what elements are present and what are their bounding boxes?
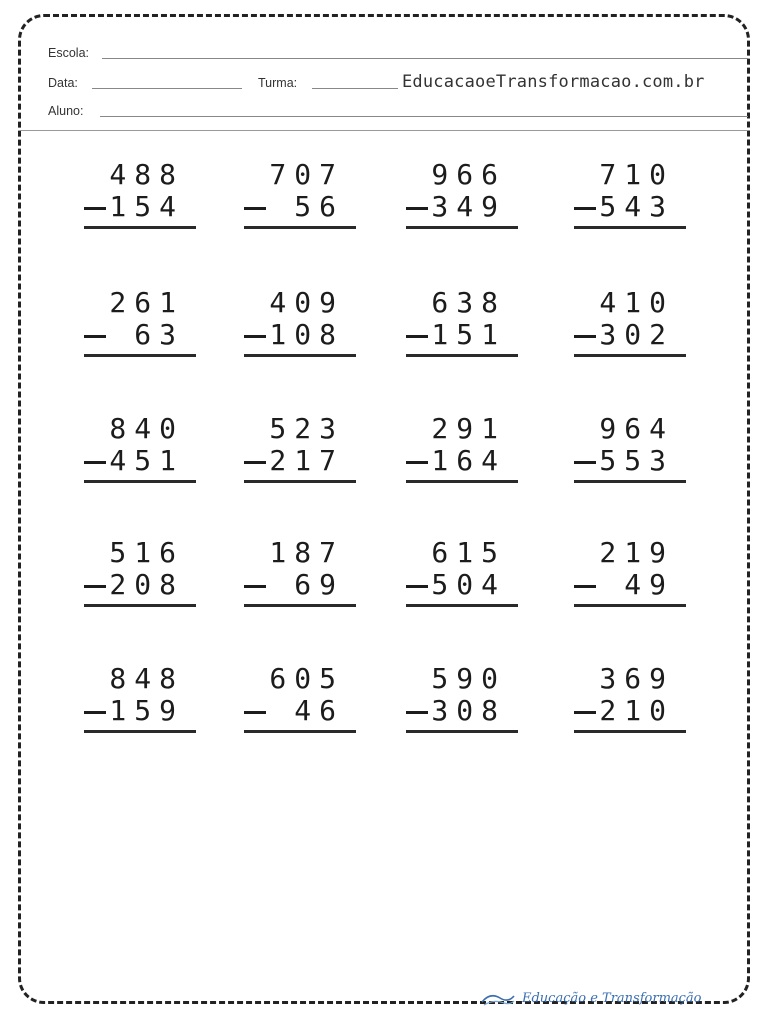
answer-line[interactable] <box>574 226 686 229</box>
minuend: 966 <box>431 158 506 191</box>
subtraction-problem <box>406 160 518 230</box>
data-label: Data: <box>48 76 78 90</box>
problems-grid <box>84 160 704 760</box>
turma-field[interactable] <box>312 88 398 89</box>
minuend: 219 <box>599 536 674 569</box>
subtrahend: 108 <box>269 318 344 351</box>
subtrahend: 553 <box>599 444 674 477</box>
subtrahend: 56 <box>294 190 344 223</box>
subtrahend: 349 <box>431 190 506 223</box>
answer-line[interactable] <box>84 730 196 733</box>
subtraction-problem <box>84 538 196 608</box>
subtraction-problem <box>244 160 356 230</box>
subtraction-problem <box>574 414 686 484</box>
answer-line[interactable] <box>574 604 686 607</box>
answer-line[interactable] <box>574 354 686 357</box>
minuend: 590 <box>431 662 506 695</box>
minuend: 261 <box>109 286 184 319</box>
subtraction-problem <box>244 414 356 484</box>
minus-sign-icon <box>84 207 106 210</box>
minus-sign-icon <box>84 585 106 588</box>
subtraction-problem <box>574 288 686 358</box>
minus-sign-icon <box>244 585 266 588</box>
escola-field[interactable] <box>102 58 748 59</box>
minus-sign-icon <box>84 711 106 714</box>
answer-line[interactable] <box>84 226 196 229</box>
minus-sign-icon <box>406 207 428 210</box>
minus-sign-icon <box>244 335 266 338</box>
minus-sign-icon <box>574 461 596 464</box>
brand-text: Educação e Transformação <box>522 991 702 1006</box>
answer-line[interactable] <box>244 226 356 229</box>
subtrahend: 504 <box>431 568 506 601</box>
minus-sign-icon <box>574 585 596 588</box>
minus-sign-icon <box>406 585 428 588</box>
data-field[interactable] <box>92 88 242 89</box>
turma-label: Turma: <box>258 76 298 90</box>
subtraction-problem <box>84 414 196 484</box>
subtrahend: 217 <box>269 444 344 477</box>
subtrahend: 69 <box>294 568 344 601</box>
subtraction-problem <box>406 414 518 484</box>
header-divider <box>20 130 748 131</box>
answer-line[interactable] <box>244 730 356 733</box>
website-text: EducacaoeTransformacao.com.br <box>402 72 705 92</box>
answer-line[interactable] <box>406 730 518 733</box>
subtraction-problem <box>244 664 356 734</box>
subtraction-problem <box>574 664 686 734</box>
subtraction-problem <box>244 538 356 608</box>
subtraction-problem <box>244 288 356 358</box>
subtraction-problem <box>574 160 686 230</box>
minuend: 523 <box>269 412 344 445</box>
minuend: 291 <box>431 412 506 445</box>
subtraction-problem <box>406 664 518 734</box>
minuend: 488 <box>109 158 184 191</box>
minuend: 615 <box>431 536 506 569</box>
answer-line[interactable] <box>574 730 686 733</box>
minuend: 710 <box>599 158 674 191</box>
brand-logo-icon <box>480 992 516 1008</box>
answer-line[interactable] <box>406 604 518 607</box>
minuend: 516 <box>109 536 184 569</box>
escola-label: Escola: <box>48 46 89 60</box>
answer-line[interactable] <box>574 480 686 483</box>
answer-line[interactable] <box>244 480 356 483</box>
subtraction-problem <box>406 288 518 358</box>
subtrahend: 451 <box>109 444 184 477</box>
answer-line[interactable] <box>84 604 196 607</box>
minus-sign-icon <box>406 335 428 338</box>
minus-sign-icon <box>406 461 428 464</box>
answer-line[interactable] <box>244 604 356 607</box>
subtraction-problem <box>84 664 196 734</box>
minus-sign-icon <box>574 207 596 210</box>
subtraction-problem <box>84 288 196 358</box>
minuend: 840 <box>109 412 184 445</box>
minus-sign-icon <box>84 461 106 464</box>
minus-sign-icon <box>244 207 266 210</box>
minuend: 410 <box>599 286 674 319</box>
aluno-field[interactable] <box>100 116 748 117</box>
minus-sign-icon <box>84 335 106 338</box>
subtrahend: 308 <box>431 694 506 727</box>
answer-line[interactable] <box>84 480 196 483</box>
subtrahend: 302 <box>599 318 674 351</box>
minuend: 369 <box>599 662 674 695</box>
minus-sign-icon <box>406 711 428 714</box>
aluno-label: Aluno: <box>48 104 84 118</box>
subtrahend: 210 <box>599 694 674 727</box>
answer-line[interactable] <box>244 354 356 357</box>
answer-line[interactable] <box>406 226 518 229</box>
minuend: 707 <box>269 158 344 191</box>
minus-sign-icon <box>244 711 266 714</box>
minus-sign-icon <box>574 335 596 338</box>
minus-sign-icon <box>244 461 266 464</box>
subtrahend: 151 <box>431 318 506 351</box>
answer-line[interactable] <box>406 354 518 357</box>
subtraction-problem <box>574 538 686 608</box>
subtrahend: 159 <box>109 694 184 727</box>
minuend: 409 <box>269 286 344 319</box>
minuend: 638 <box>431 286 506 319</box>
subtrahend: 208 <box>109 568 184 601</box>
minuend: 964 <box>599 412 674 445</box>
subtraction-problem <box>406 538 518 608</box>
subtrahend: 49 <box>624 568 674 601</box>
minuend: 187 <box>269 536 344 569</box>
subtrahend: 63 <box>134 318 184 351</box>
answer-line[interactable] <box>84 354 196 357</box>
minuend: 848 <box>109 662 184 695</box>
minuend: 605 <box>269 662 344 695</box>
minus-sign-icon <box>574 711 596 714</box>
subtraction-problem <box>84 160 196 230</box>
subtrahend: 543 <box>599 190 674 223</box>
subtrahend: 164 <box>431 444 506 477</box>
subtrahend: 154 <box>109 190 184 223</box>
subtrahend: 46 <box>294 694 344 727</box>
answer-line[interactable] <box>406 480 518 483</box>
